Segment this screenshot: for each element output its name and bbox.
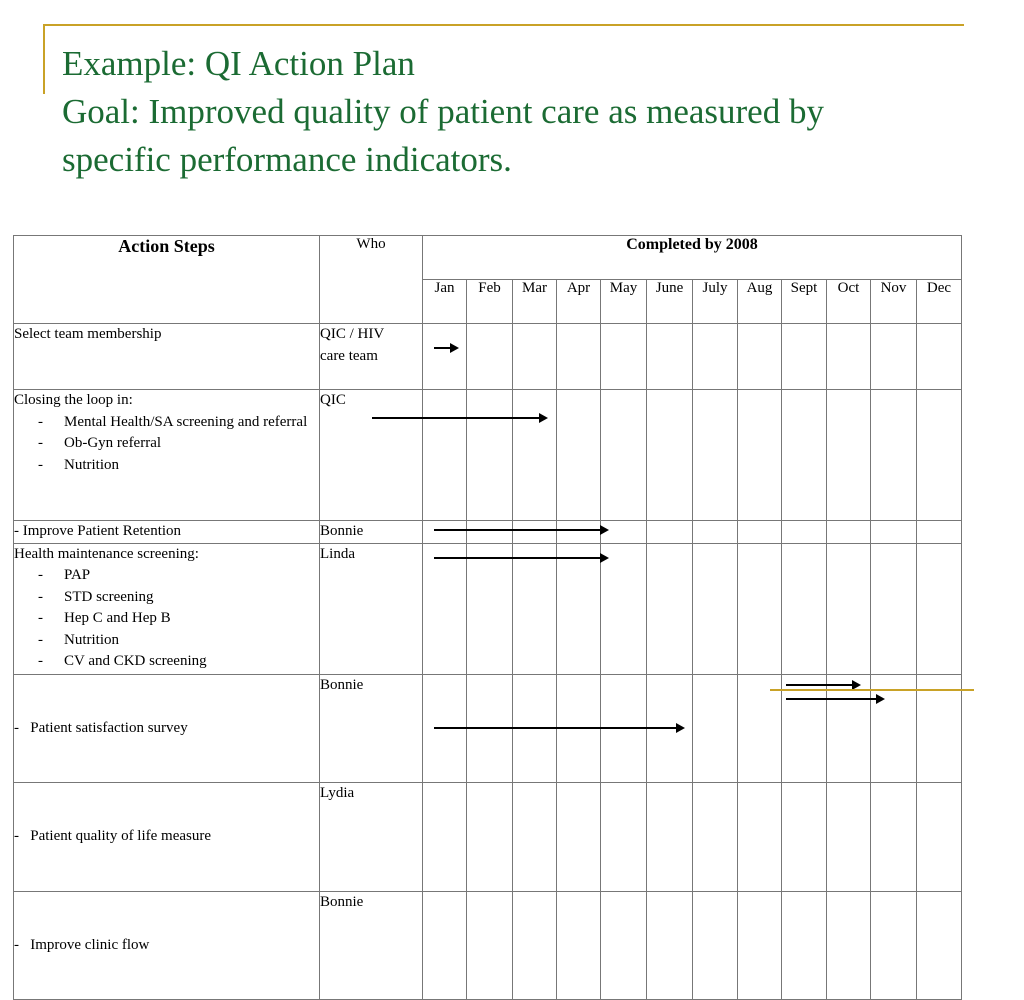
action-steps-header: Action Steps	[14, 236, 320, 324]
who-cell	[320, 783, 423, 892]
sub-step-item: - Nutrition	[38, 456, 119, 473]
table-row	[14, 543, 962, 674]
action-step-cell	[14, 543, 320, 674]
table-row	[14, 324, 962, 390]
table-row	[14, 521, 962, 544]
timeline-arrow	[434, 727, 683, 729]
title-line-3: specific performance indicators.	[62, 140, 512, 179]
top-rule	[44, 24, 964, 26]
month-header: Jan	[423, 280, 467, 324]
who-cell	[320, 390, 423, 521]
sub-step-item: - Nutrition	[38, 631, 119, 648]
sub-step-item: - STD screening	[38, 588, 154, 605]
who-text: Linda	[320, 545, 355, 562]
month-header: Nov	[871, 280, 917, 324]
timeline-arrow	[434, 529, 607, 531]
action-plan-table	[13, 235, 962, 1000]
action-step-cell	[14, 783, 320, 892]
who-cell	[320, 891, 423, 1000]
who-text: Bonnie	[320, 523, 364, 539]
month-header: Apr	[557, 280, 601, 324]
who-text: QIC	[320, 392, 346, 408]
who-text-line2: care team	[320, 347, 378, 364]
action-step-text: Closing the loop in:	[14, 392, 133, 408]
month-header: July	[693, 280, 738, 324]
month-header: June	[647, 280, 693, 324]
who-cell	[320, 521, 423, 544]
who-text: Bonnie	[320, 676, 364, 693]
action-step-cell	[14, 674, 320, 783]
who-header: Who	[320, 236, 423, 324]
table-row	[14, 891, 962, 1000]
timeline-arrow	[786, 698, 883, 700]
action-step-text: - Improve Patient Retention	[14, 523, 182, 539]
sub-step-list	[14, 412, 319, 477]
month-header: Sept	[782, 280, 827, 324]
table-row	[14, 783, 962, 892]
title-line-1: Example: QI Action Plan	[62, 44, 415, 83]
who-text: Bonnie	[320, 893, 364, 910]
sub-step-item: - Ob-Gyn referral	[38, 435, 162, 451]
table-row	[14, 390, 962, 521]
action-step-cell	[14, 324, 320, 390]
action-step-text: - Patient satisfaction survey	[14, 719, 188, 736]
timeline-arrow	[786, 684, 859, 686]
left-rule	[43, 24, 45, 94]
sub-step-item: - Hep C and Hep B	[38, 610, 171, 626]
timeline-arrow	[372, 417, 546, 419]
sub-step-list	[14, 565, 319, 673]
month-header: Mar	[513, 280, 557, 324]
sub-step-item: - Mental Health/SA screening and referral	[38, 413, 308, 430]
timeline-arrow	[434, 347, 457, 349]
action-step-text: - Patient quality of life measure	[14, 828, 212, 844]
month-header: Dec	[917, 280, 962, 324]
who-cell	[320, 674, 423, 783]
month-header: Aug	[738, 280, 782, 324]
bottom-rule	[770, 689, 974, 691]
timeline-arrow	[434, 557, 607, 559]
action-step-text: - Improve clinic flow	[14, 936, 150, 953]
who-cell	[320, 324, 423, 390]
action-step-cell	[14, 521, 320, 544]
who-text: Lydia	[320, 785, 355, 801]
who-cell	[320, 543, 423, 674]
month-header: Feb	[467, 280, 513, 324]
completed-header: Completed by 2008	[423, 236, 962, 280]
action-step-cell	[14, 390, 320, 521]
action-step-text: Health maintenance screening:	[14, 545, 199, 562]
month-header: Oct	[827, 280, 871, 324]
action-step-cell	[14, 891, 320, 1000]
month-header: May	[601, 280, 647, 324]
sub-step-item: - CV and CKD screening	[38, 653, 207, 669]
who-text: QIC / HIV	[320, 326, 385, 342]
action-step-text: Select team membership	[14, 326, 162, 342]
title-line-2: Goal: Improved quality of patient care as measured by	[62, 92, 824, 131]
sub-step-item: - PAP	[38, 567, 91, 583]
slide-title	[62, 40, 982, 184]
